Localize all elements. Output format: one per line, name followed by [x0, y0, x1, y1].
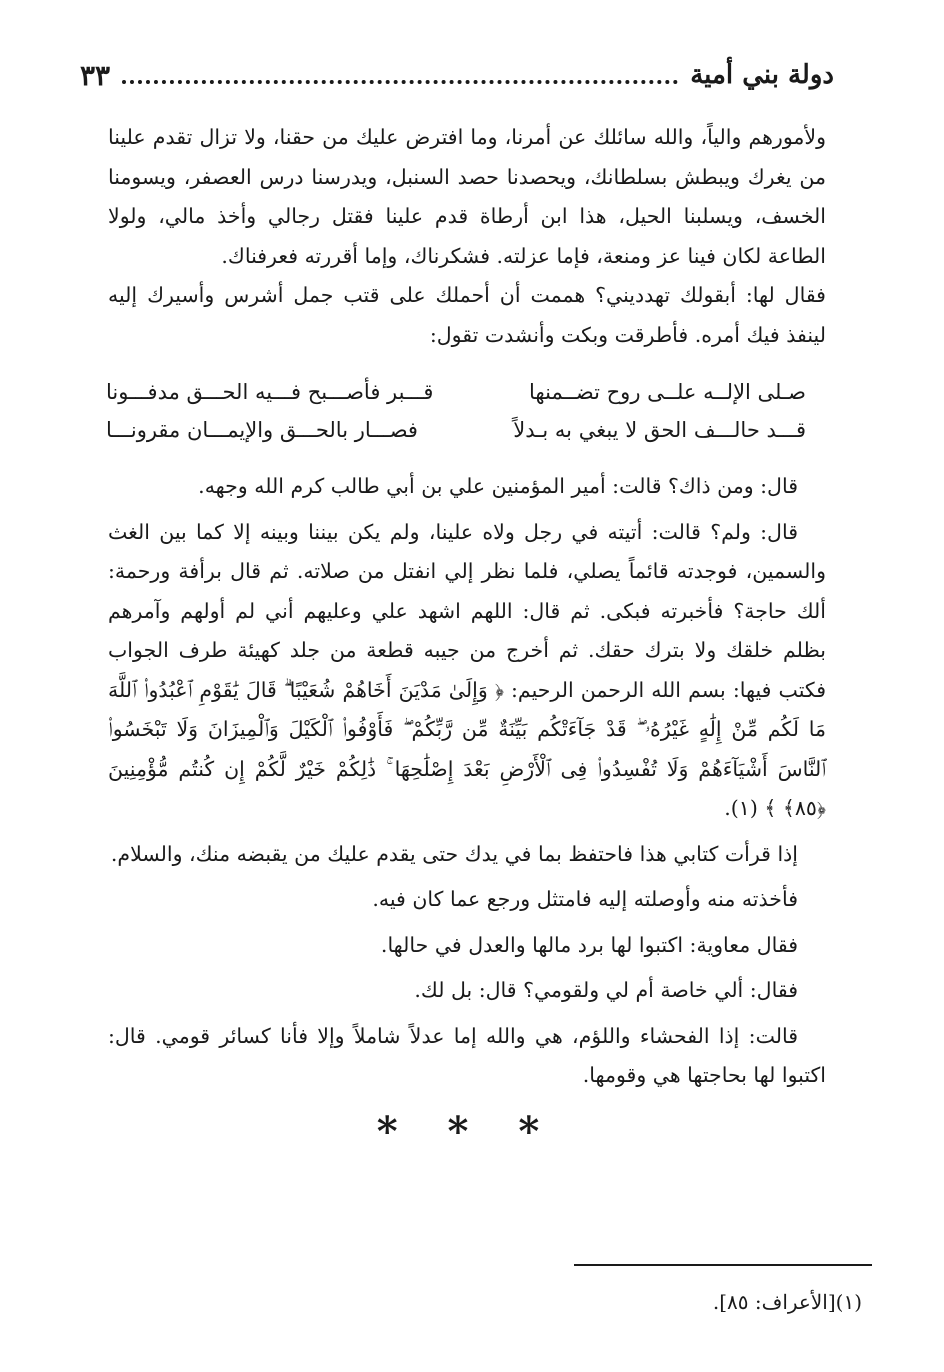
verse-second-hemistich: فصـــار بالحـــق والإيمـــان مقرونـــا: [106, 418, 418, 442]
poem-verse: [106, 411, 806, 449]
poem-verse: [106, 373, 806, 411]
footnote: (١)[الأعراف: ٨٥].: [712, 1290, 862, 1314]
paragraph: فقال معاوية: اكتبوا لها برد مالها والعدل في حالها.: [380, 932, 798, 957]
paragraph: قالت: إذا الفحشاء واللؤم، هي والله إما عدلاً شاملاً وإلا فأنا كسائر قومي. قال: اكتبوا لها بحاجتها هي وقومها.: [108, 1023, 826, 1087]
page-header: [80, 50, 834, 100]
paragraph: ولأمورهم والياً، والله سائلك عن أمرنا، وما افترض عليك من حقنا، ولا تزال تقدم علينا من يغرك ويبطش بسلطانك، ويحصدنا حصد السنبل، ويدرسنا درس العصفر، ويسومنا الخسف، ويسلبنا الحيل، هذا ابن أرطاة قدم علينا فقتل رجالي وأخذ مالي، ولولا الطاعة لكان فينا عز ومنعة، فإما عزلته. فشكرناك، وإما أقررته فعرفناك.: [108, 125, 826, 268]
verse-first-hemistich: قـــد حالـــف الحق لا يبغي به بـدلاً: [513, 418, 806, 442]
verse-first-hemistich: صـلى الإلــه علــى روح تضــمنها: [529, 380, 806, 404]
page-number: ٣٣: [80, 58, 111, 92]
verse-second-hemistich: قـــبر فأصـــبح فـــيه الحـــق مدفـــونا: [106, 380, 434, 404]
header-dot-leader: [122, 80, 678, 84]
paragraph: إذا قرأت كتابي هذا فاحتفظ بما في يدك حتى يقدم عليك من يقبضه منك، والسلام.: [110, 841, 798, 866]
running-title: دولة بني أمية: [690, 60, 834, 90]
paragraph: فأخذته منه وأوصلته إليه فامتثل ورجع عما كان فيه.: [372, 887, 798, 911]
section-separator: * * *: [376, 1107, 558, 1155]
paragraph: قال: ومن ذاك؟ قالت: أمير المؤمنين علي بن أبي طالب كرم الله وجهه.: [198, 474, 798, 498]
main-text: [106, 118, 826, 1155]
footnote-divider: [574, 1264, 872, 1266]
poem: [106, 373, 806, 449]
paragraph: قال: ولم؟ قالت: أتيته في رجل ولاه علينا، ولم يكن بيننا وبينه إلا كما بين الغث والسمين، فوجدته قائماً يصلي، فلما نظر إلي انفتل من صلاته. ثم قال برأفة ورحمة: ألك حاجة؟ فأخبرته فبكى. ثم قال: اللهم اشهد علي وعليهم أني لم أولهم وآمرهم بظلم خلقك ولا بترك حقك. ثم أخرج من جيبه قطعة من جلد كهيئة طرف الجواب فكتب فيها: بسم الله الرحمن الرحيم: ﴿ وَإِلَىٰ مَدْيَنَ أَخَاهُمْ شُعَيْبًا ۗ قَالَ يَٰقَوْمِ ٱعْبُدُوا۟ ٱللَّهَ مَا لَكُم مِّنْ إِلَٰهٍ غَيْرُهُۥ ۖ قَدْ جَآءَتْكُم بَيِّنَةٌ مِّن رَّبِّكُمْ ۖ فَأَوْفُوا۟ ٱلْكَيْلَ وَٱلْمِيزَانَ وَلَا تَبْخَسُوا۟ ٱلنَّاسَ أَشْيَآءَهُمْ وَلَا تُفْسِدُوا۟ فِى ٱلْأَرْضِ بَعْدَ إِصْلَٰحِهَا ۚ ذَٰلِكُمْ خَيْرٌ لَّكُمْ إِن كُنتُم مُّؤْمِنِينَ ﴿٨٥﴾ ﴾ (١).: [108, 519, 826, 820]
paragraph: فقال لها: أبقولك تهدديني؟ هممت أن أحملك على قتب جمل أشرس وأسيرك إليه لينفذ فيك أمره. فأطرقت وبكت وأنشدت تقول:: [108, 283, 826, 347]
paragraph: فقال: ألي خاصة أم لي ولقومي؟ قال: بل لك.: [414, 978, 798, 1002]
